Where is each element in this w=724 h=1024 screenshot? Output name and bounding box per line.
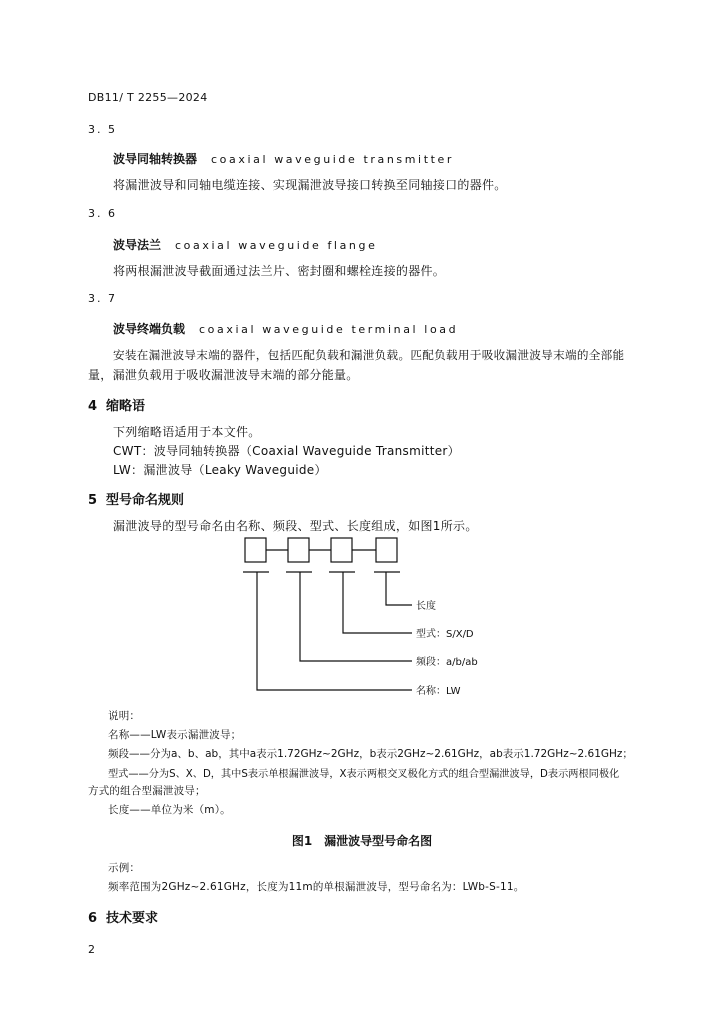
type-leader bbox=[343, 572, 412, 633]
section-number: 4 bbox=[88, 399, 98, 414]
section-heading bbox=[88, 489, 184, 508]
note-item: 长度——单位为米（m）。 bbox=[108, 804, 231, 816]
figure-caption: 图1 漏泄波导型号命名图 bbox=[291, 834, 433, 848]
naming-diagram bbox=[0, 530, 724, 710]
band-box bbox=[288, 538, 309, 562]
name-box bbox=[245, 538, 266, 562]
section-heading bbox=[88, 907, 158, 926]
section-title: 缩略语 bbox=[106, 399, 146, 414]
abbreviation-item: LW：漏泄波导（Leaky Waveguide） bbox=[113, 463, 327, 477]
example-text: 频率范围为2GHz~2.61GHz，长度为11m的单根漏泄波导，型号命名为：LWb-S-11。 bbox=[108, 881, 525, 893]
example-title: 示例： bbox=[108, 862, 141, 874]
note-item: 频段——分为a、b、ab，其中a表示1.72GHz~2GHz，b表示2GHz~2.61GHz，ab表示1.72GHz~2.61GHz； bbox=[108, 748, 633, 760]
term-name-en: coaxial waveguide flange bbox=[175, 239, 378, 252]
notes-title: 说明： bbox=[108, 710, 141, 722]
type-box bbox=[331, 538, 352, 562]
term-number: 3. 6 bbox=[88, 207, 117, 220]
term-name-zh: 波导终端负载 bbox=[113, 322, 186, 336]
term-definition-line1: 安装在漏泄波导末端的器件，包括匹配负载和漏泄负载。匹配负载用于吸收漏泄波导末端的全部能 bbox=[113, 348, 625, 362]
document-code: DB11/ T 2255—2024 bbox=[88, 91, 208, 104]
term-definition-line2: 量，漏泄负载用于吸收漏泄波导末端的部分能量。 bbox=[88, 368, 359, 382]
diagram-label-name: 名称：LW bbox=[416, 686, 461, 697]
term-name-zh: 波导法兰 bbox=[113, 238, 162, 252]
term-heading bbox=[113, 318, 458, 337]
diagram-label-band: 频段：a/b/ab bbox=[416, 657, 478, 668]
name-leader bbox=[257, 572, 412, 690]
section-number: 5 bbox=[88, 493, 98, 508]
diagram-label-type: 型式：S/X/D bbox=[416, 629, 474, 640]
length-box bbox=[376, 538, 397, 562]
term-name-en: coaxial waveguide transmitter bbox=[211, 153, 455, 166]
term-name-en: coaxial waveguide terminal load bbox=[199, 323, 459, 336]
band-leader bbox=[300, 572, 412, 661]
note-item: 型式——分为S、X、D，其中S表示单根漏泄波导，X表示两根交叉极化方式的组合型漏泄波导，D表示两根同极化 bbox=[108, 769, 620, 780]
diagram-label-length: 长度 bbox=[416, 601, 436, 612]
page-number: 2 bbox=[88, 943, 95, 956]
term-heading bbox=[113, 148, 454, 167]
term-name-zh: 波导同轴转换器 bbox=[113, 152, 198, 166]
section-title: 技术要求 bbox=[106, 911, 159, 926]
section-title: 型号命名规则 bbox=[106, 493, 185, 508]
term-definition: 将两根漏泄波导截面通过法兰片、密封圈和螺栓连接的器件。 bbox=[113, 264, 446, 278]
section-number: 6 bbox=[88, 911, 98, 926]
section-heading bbox=[88, 395, 145, 414]
term-definition: 将漏泄波导和同轴电缆连接、实现漏泄波导接口转换至同轴接口的器件。 bbox=[113, 178, 507, 192]
length-leader bbox=[386, 572, 412, 605]
note-item-continued: 方式的组合型漏泄波导； bbox=[88, 785, 206, 797]
note-item: 名称——LW表示漏泄波导； bbox=[108, 729, 242, 741]
term-number: 3. 5 bbox=[88, 123, 117, 136]
paragraph: 下列缩略语适用于本文件。 bbox=[113, 425, 261, 439]
term-heading bbox=[113, 234, 377, 253]
term-number: 3. 7 bbox=[88, 292, 117, 305]
paragraph: 漏泄波导的型号命名由名称、频段、型式、长度组成，如图1所示。 bbox=[113, 519, 478, 533]
abbreviation-item: CWT：波导同轴转换器（Coaxial Waveguide Transmitter） bbox=[113, 444, 460, 458]
